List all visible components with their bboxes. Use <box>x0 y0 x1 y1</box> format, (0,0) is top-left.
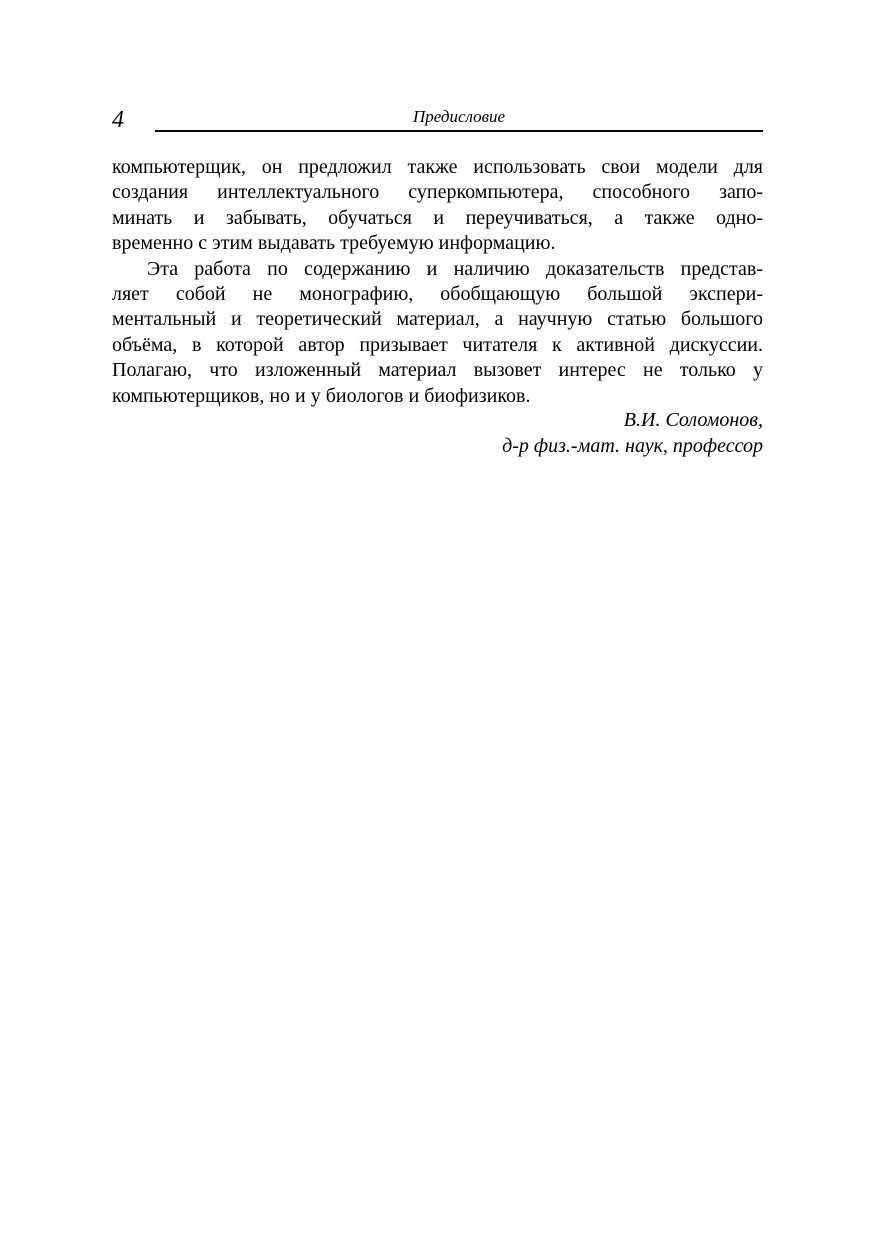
text-line: Полагаю, что изложенный материал вызовет интерес не только у <box>112 359 763 382</box>
text-line: минать и забывать, обучаться и переучиваться, а также одно- <box>112 206 763 229</box>
signature-name: В.И. Соломонов, <box>623 409 763 431</box>
signature-title: д-р физ.-мат. наук, профессор <box>502 435 763 457</box>
text-line: компьютерщиков, но и у биологов и биофизиков. <box>112 384 531 407</box>
text-line: ляет собой не монографию, обобщающую большой экспери- <box>112 283 763 306</box>
text-line: Эта работа по содержанию и наличию доказательств представ- <box>147 257 763 280</box>
signature <box>112 407 763 459</box>
running-title: Предисловие <box>412 107 506 126</box>
text-line: ментальный и теоретический материал, а научную статью большого <box>112 308 763 331</box>
text-line: компьютерщик, он предложил также использовать свои модели для <box>112 156 763 178</box>
text-line: временно с этим выдавать требуемую информацию. <box>112 232 556 255</box>
paragraph-main <box>112 257 763 409</box>
paragraph-continuation <box>112 155 763 257</box>
header-rule <box>155 130 763 132</box>
text-line: создания интеллектуального суперкомпьютера, способного запо- <box>112 181 763 204</box>
text-line: объёма, в которой автор призывает читателя к активной дискуссии. <box>112 333 763 356</box>
body-text <box>112 155 763 409</box>
page-number: 4 <box>112 107 124 133</box>
